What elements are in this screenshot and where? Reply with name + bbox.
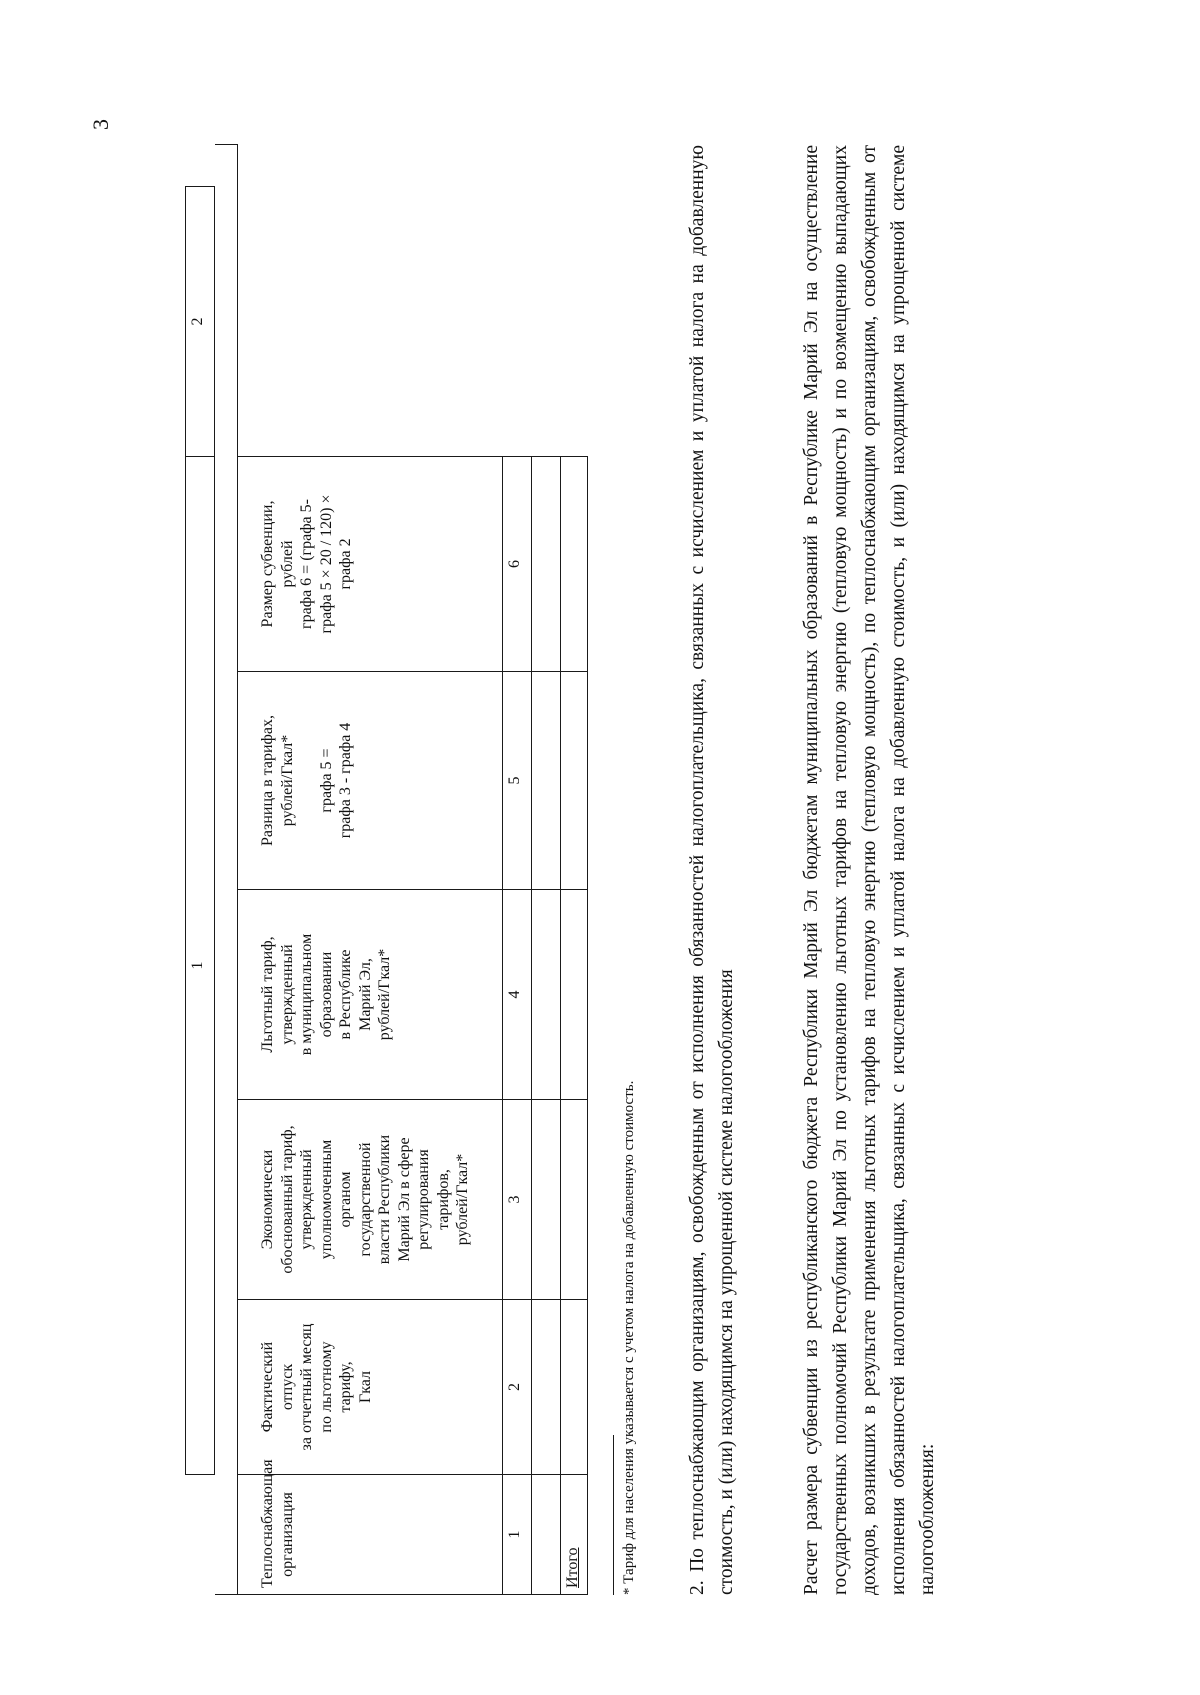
column-header-organization: Теплоснабжающая организация — [238, 1475, 503, 1595]
footnote: * Тариф для населения указывается с учетом налога на добавленную стоимость. — [621, 1080, 637, 1595]
column-header-preferential-tariff: Льготный тариф, утвержденный в муниципальном образовании в Республике Марий Эл, рублей/Гкал* — [238, 890, 503, 1100]
page-number: 3 — [88, 119, 113, 130]
column-number-5: 5 — [503, 672, 532, 890]
empty-cell — [561, 456, 588, 671]
empty-cell — [532, 1100, 561, 1300]
empty-cell — [561, 672, 588, 890]
total-label: Итого — [564, 1547, 581, 1588]
top-header-cell-2: 2 — [186, 186, 215, 456]
column-number-1: 1 — [503, 1475, 532, 1595]
section-heading-paragraph: 2. По теплоснабжающим организациям, освобожденным от исполнения обязанностей налогоплательщика, связанных с исчислением и уплатой налога на добавленную стоимость, и (или) находящимся на упрощенной системе налогообложения — [687, 145, 737, 1595]
table-top-blank — [186, 1475, 215, 1595]
calculation-description-paragraph: Расчет размера субвенции из республиканского бюджета Республики Марий Эл бюджетам муниципальных образований в Республике Марий Эл на осуществление государственных полномочий Республики Марий Эл по установлению льготных тарифов на тепловую энергию (тепловую мощность) и по возмещению выпадающих доходов, возникших в результате применения льготных тарифов на тепловую энергию (тепловую мощность), по теплоснабжающим организациям, освобожденным от исполнения обязанностей налогоплательщика, связанных с исчислением и уплатой налога на добавленную стоимость, и (или) находящимся на упрощенной системе налогообложения: — [801, 145, 938, 1595]
blank-row-edge — [532, 144, 561, 456]
empty-cell — [532, 890, 561, 1100]
header-row-edge — [238, 144, 503, 456]
column-header-subvention-amount: Размер субвенции, рублей графа 6 = (графа 5- графа 5 × 20 / 120) × графа 2 — [238, 456, 503, 671]
column-header-actual-supply: Фактический отпуск за отчетный месяц по льготному тарифу, Гкал — [238, 1300, 503, 1475]
column-header-tariff-difference: Разница в тарифах, рублей/Гкал* графа 5 = графа 3 - графа 4 — [238, 672, 503, 890]
subvention-table — [185, 144, 588, 1595]
column-number-3: 3 — [503, 1100, 532, 1300]
table-top-edge — [186, 144, 215, 186]
empty-cell — [561, 1300, 588, 1475]
top-header-cell-1: 1 — [186, 456, 215, 1474]
column-number-2: 2 — [503, 1300, 532, 1475]
total-label-cell — [561, 1475, 588, 1595]
empty-cell — [561, 890, 588, 1100]
empty-cell — [532, 456, 561, 671]
column-number-4: 4 — [503, 890, 532, 1100]
empty-cell — [532, 1475, 561, 1595]
rotated-page-content — [185, 145, 1065, 1595]
empty-cell — [532, 672, 561, 890]
table-gap-row — [215, 144, 238, 1594]
column-header-economic-tariff: Экономически обоснованный тариф, утвержденный уполномоченным органом государственной власти Республики Марий Эл в сфере регулирования тарифов, рублей/Гкал* — [238, 1100, 503, 1300]
empty-cell — [532, 1300, 561, 1475]
number-row-edge — [503, 144, 532, 456]
total-row-edge — [561, 144, 588, 456]
column-number-6: 6 — [503, 456, 532, 671]
empty-cell — [561, 1100, 588, 1300]
footnote-divider — [613, 1435, 614, 1595]
